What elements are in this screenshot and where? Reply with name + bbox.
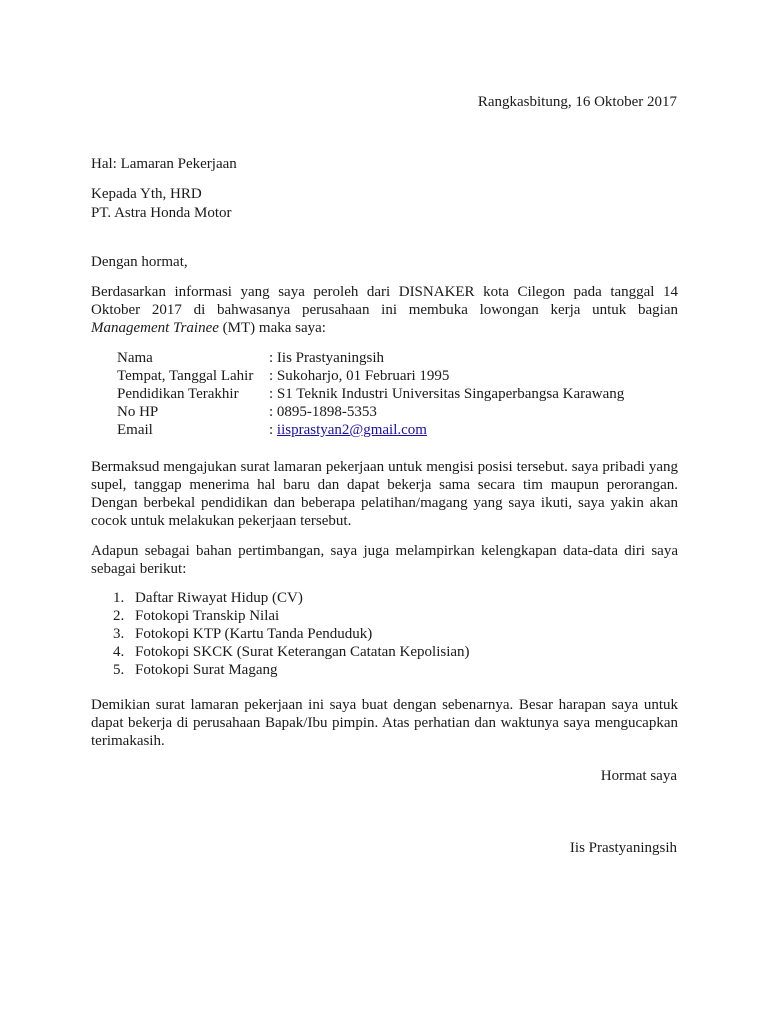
list-item <box>113 643 470 661</box>
list-number: 5. <box>113 662 125 678</box>
detail-row-email <box>117 421 427 439</box>
list-text: Fotokopi Transkip Nilai <box>135 608 280 624</box>
list-text: Fotokopi SKCK (Surat Keterangan Catatan Kepolisian) <box>135 644 470 660</box>
place-date: Rangkasbitung, 16 Oktober 2017 <box>477 94 677 110</box>
list-number: 1. <box>113 590 125 606</box>
recipient-line-2: PT. Astra Honda Motor <box>91 205 232 221</box>
purpose-line: Bermaksud mengajukan surat lamaran pekerjaan untuk mengisi posisi tersebut. saya pribadi yang <box>91 459 678 475</box>
purpose-line: supel, tanggap menerima hal baru dan dapat bekerja sama secara tim maupun perorangan. <box>91 477 678 493</box>
intro-line: Oktober 2017 di bahwasanya perusahaan ini membuka lowongan kerja untuk bagian <box>91 302 678 318</box>
intro-line <box>91 319 678 337</box>
purpose-line: Dengan berbekal pendidikan dan beberapa pelatihan/magang yang saya ikuti, saya yakin akan <box>91 495 678 511</box>
detail-label: Nama <box>117 350 153 366</box>
list-text: Fotokopi Surat Magang <box>135 662 278 678</box>
attachments-intro-line: Adapun sebagai bahan pertimbangan, saya juga melampirkan kelengkapan data-data diri saya <box>91 543 678 559</box>
detail-label: Email <box>117 422 153 438</box>
list-number: 3. <box>113 626 125 642</box>
closing-line: terimakasih. <box>91 733 165 749</box>
detail-value: : Sukoharjo, 01 Februari 1995 <box>269 368 450 384</box>
list-number: 2. <box>113 608 125 624</box>
detail-row-education <box>117 385 624 403</box>
list-item <box>113 589 303 607</box>
detail-value: : S1 Teknik Industri Universitas Singaperbangsa Karawang <box>269 386 625 402</box>
detail-label: No HP <box>117 404 159 420</box>
email-link[interactable]: iisprastyan2@gmail.com <box>276 422 427 438</box>
closing-paragraph <box>91 696 678 750</box>
intro-line: Berdasarkan informasi yang saya peroleh dari DISNAKER kota Cilegon pada tanggal 14 <box>91 284 678 300</box>
intro-paragraph <box>91 283 678 337</box>
list-item <box>113 607 279 625</box>
list-text: Daftar Riwayat Hidup (CV) <box>135 590 303 606</box>
list-item <box>113 625 372 643</box>
list-text: Fotokopi KTP (Kartu Tanda Penduduk) <box>135 626 373 642</box>
attachments-intro-paragraph <box>91 542 678 578</box>
list-number: 4. <box>113 644 125 660</box>
detail-value: : Iis Prastyaningsih <box>269 350 384 366</box>
signatory-name: Iis Prastyaningsih <box>569 840 677 856</box>
detail-label: Tempat, Tanggal Lahir <box>117 368 254 384</box>
subject-line: Hal: Lamaran Pekerjaan <box>91 156 237 172</box>
detail-row-birth <box>117 367 449 385</box>
purpose-paragraph <box>91 458 678 530</box>
list-item <box>113 661 278 679</box>
recipient-line-1: Kepada Yth, HRD <box>91 186 202 202</box>
greeting: Dengan hormat, <box>91 254 188 270</box>
purpose-line: cocok untuk melakukan pekerjaan tersebut. <box>91 513 352 529</box>
sign-off: Hormat saya <box>600 768 677 784</box>
intro-line-rest: (MT) maka saya: <box>218 320 326 336</box>
detail-row-name <box>117 349 384 367</box>
attachments-intro-line: sebagai berikut: <box>91 561 187 577</box>
closing-line: Demikian surat lamaran pekerjaan ini saya buat dengan sebenarnya. Besar harapan saya untuk <box>91 697 678 713</box>
detail-label: Pendidikan Terakhir <box>117 386 239 402</box>
detail-row-phone <box>117 403 377 421</box>
detail-value: : 0895-1898-5353 <box>269 404 377 420</box>
detail-colon: : <box>269 422 277 438</box>
closing-line: dapat bekerja di perusahaan Bapak/Ibu pimpin. Atas perhatian dan waktunya saya mengucapkan <box>91 715 678 731</box>
intro-italic-term: Management Trainee <box>91 320 219 336</box>
